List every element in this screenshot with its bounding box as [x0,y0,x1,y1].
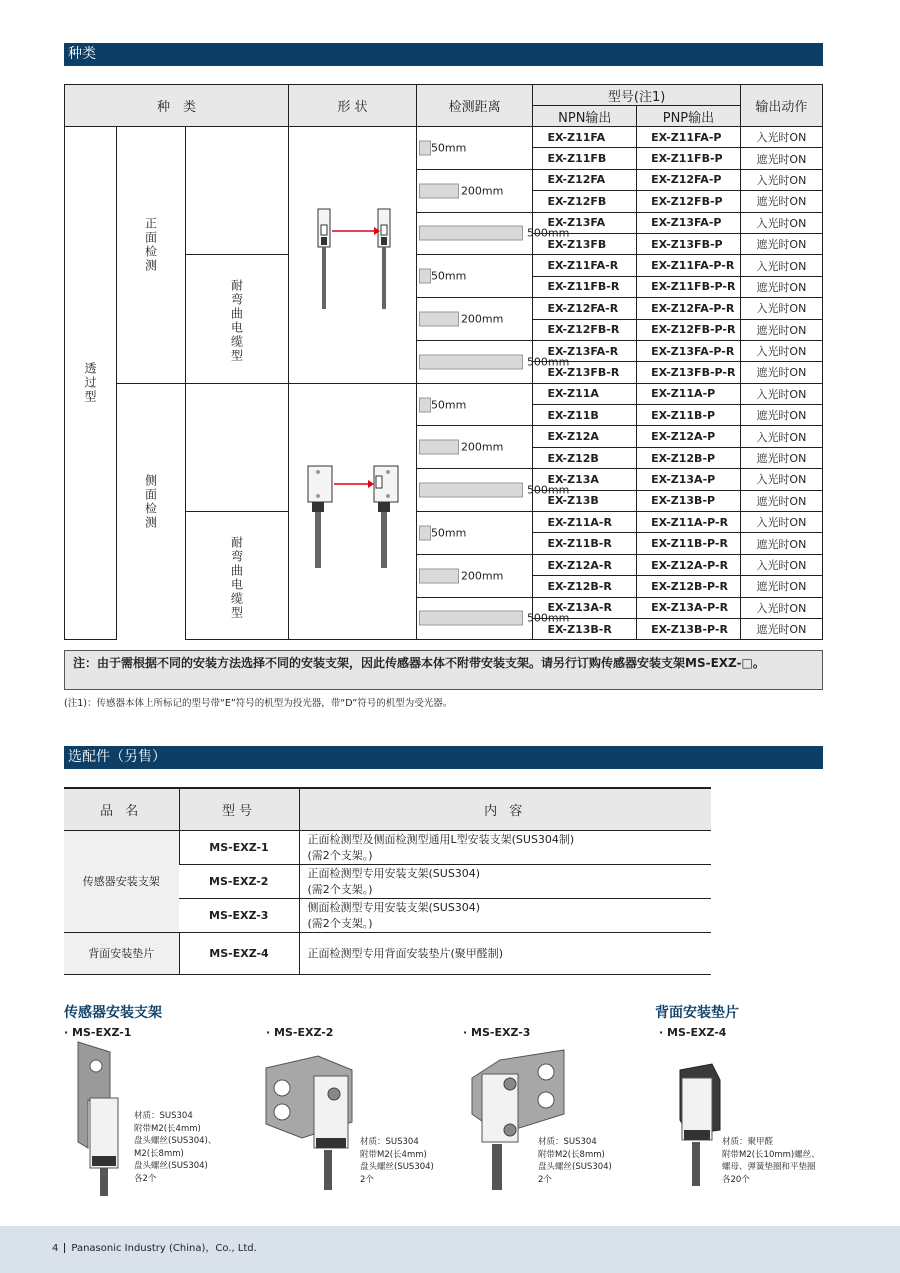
output-action: 遮光时ON [740,276,822,297]
distance-bar [419,397,431,412]
output-action: 遮光时ON [740,362,822,383]
accessory-note-1: 材质：SUS304 附带M2(长4mm) 盘头螺丝(SUS304)、 M2(长8mm) 盘头螺丝(SUS304) 各2个 [134,1111,217,1184]
distance-label: 50mm [430,141,467,155]
pnp-model: EX-Z11FA-P-R [637,255,741,276]
distance-label: 500mm [526,611,570,625]
pnp-model: EX-Z11A-P-R [637,512,741,533]
pnp-model: EX-Z13FA-P [637,212,741,233]
output-action: 遮光时ON [740,233,822,254]
output-action: 入光时ON [740,255,822,276]
distance-label: 200mm [460,312,504,326]
npn-model: EX-Z11B-R [533,533,637,554]
pnp-model: EX-Z13FB-P [637,233,741,254]
pnp-model: EX-Z13FA-P-R [637,340,741,361]
npn-model: EX-Z11FB-R [533,276,637,297]
pnp-model: EX-Z12A-P [637,426,741,447]
npn-model: EX-Z12B-R [533,576,637,597]
header-model: 型号(注1) [533,85,740,106]
output-action: 遮光时ON [740,405,822,426]
kind-bend-resistant [186,512,289,640]
accessory-model: MS-EXZ-2 [179,864,299,898]
pnp-model: EX-Z13A-P [637,469,741,490]
bracket-1-image [70,1038,130,1198]
output-action: 遮光时ON [740,148,822,169]
distance-label: 500mm [526,226,570,240]
bracket-heading: 传感器安装支架 [64,1005,162,1021]
output-action: 遮光时ON [740,576,822,597]
npn-model: EX-Z13FA-R [533,340,637,361]
npn-model: EX-Z11B [533,405,637,426]
pnp-model: EX-Z12FA-P-R [637,298,741,319]
npn-model: EX-Z11FB [533,148,637,169]
distance-label: 50mm [430,398,467,412]
shape-side-image [289,383,417,640]
distance-label: 200mm [460,569,504,583]
accessory-content: 侧面检测型专用安装支架(SUS304) (需2个支架。) [299,898,711,932]
distance-bar [419,226,523,241]
distance-cell [416,212,570,255]
distance-bar [419,354,523,369]
shape-front-image [289,127,417,384]
accessory-content: 正面检测型专用背面安装垫片(聚甲醛制) [299,932,711,974]
npn-model: EX-Z13A-R [533,597,637,618]
distance-cell [416,127,533,170]
output-action: 遮光时ON [740,319,822,340]
npn-model: EX-Z11A [533,383,637,404]
kind-front [117,127,186,384]
bracket-2-image [262,1048,362,1194]
accessory-content: 正面检测型专用安装支架(SUS304) (需2个支架。) [299,864,711,898]
distance-label: 200mm [460,440,504,454]
product-types-table [64,84,823,640]
group-spacer: 背面安装垫片 [64,932,179,974]
npn-model: EX-Z11FA-R [533,255,637,276]
output-action: 入光时ON [740,169,822,190]
kind-standard [186,127,289,255]
kind-through-beam [65,127,117,640]
accessories-table [64,787,711,975]
company-name: Panasonic Industry (China)，Co., Ltd. [71,1243,257,1254]
distance-cell [416,512,533,555]
output-action: 遮光时ON [740,618,822,639]
kind-bend-label: 耐弯曲电缆型 [229,536,244,621]
pnp-model: EX-Z11FA-P [637,127,741,148]
section-title-types: 种类 [64,43,823,66]
distance-bar [419,483,523,498]
header-distance: 检测距离 [416,85,533,127]
distance-label: 50mm [430,526,467,540]
header-item-content: 内 容 [299,788,711,830]
pnp-model: EX-Z12A-P-R [637,554,741,575]
header-item-model: 型号 [179,788,299,830]
accessory-model: MS-EXZ-1 [179,830,299,864]
pnp-model: EX-Z11FB-P-R [637,276,741,297]
model-note: (注1)：传感器本体上所标记的型号带“E”符号的机型为投光器，带“D”符号的机型为受光器。 [64,698,453,709]
output-action: 入光时ON [740,127,822,148]
distance-bar [419,312,459,327]
distance-cell [416,554,533,597]
header-shape: 形 状 [289,85,417,127]
distance-cell [416,469,570,512]
kind-standard [186,383,289,511]
output-action: 遮光时ON [740,191,822,212]
kind-side [117,383,186,640]
output-action: 入光时ON [740,298,822,319]
spacer-heading: 背面安装垫片 [655,1005,739,1021]
header-action: 输出动作 [740,85,822,127]
header-pnp: PNP输出 [637,106,741,127]
accessory-content: 正面检测型及侧面检测型通用L型安装支架(SUS304制) (需2个支架。) [299,830,711,864]
header-npn: NPN输出 [533,106,637,127]
section-title-accessories: 选配件（另售） [64,746,823,769]
distance-cell [416,383,533,426]
distance-cell [416,255,533,298]
npn-model: EX-Z13FB [533,233,637,254]
npn-model: EX-Z13FA [533,212,637,233]
pnp-model: EX-Z12B-P [637,447,741,468]
distance-bar [419,611,523,626]
npn-model: EX-Z12A [533,426,637,447]
distance-cell [416,298,533,341]
distance-cell [416,340,570,383]
table-row [65,383,823,404]
output-action: 入光时ON [740,597,822,618]
npn-model: EX-Z12B [533,447,637,468]
pnp-model: EX-Z12FB-P-R [637,319,741,340]
distance-bar [419,525,431,540]
pnp-model: EX-Z12B-P-R [637,576,741,597]
distance-label: 50mm [430,269,467,283]
distance-label: 500mm [526,483,570,497]
accessory-model: MS-EXZ-3 [179,898,299,932]
npn-model: EX-Z12FA-R [533,298,637,319]
output-action: 入光时ON [740,212,822,233]
pnp-model: EX-Z11FB-P [637,148,741,169]
kind-bend-label: 耐弯曲电缆型 [229,279,244,364]
output-action: 入光时ON [740,426,822,447]
accessory-label-3: · MS-EXZ-3 [463,1026,531,1039]
page-number: 4 [52,1243,59,1254]
kind-sub-label: 侧面检测 [143,473,158,530]
npn-model: EX-Z13B [533,490,637,511]
distance-label: 500mm [526,355,570,369]
distance-bar [419,269,431,284]
pnp-model: EX-Z13B-P [637,490,741,511]
accessory-model: MS-EXZ-4 [179,932,299,974]
distance-cell [416,169,533,212]
npn-model: EX-Z11A-R [533,512,637,533]
output-action: 入光时ON [740,554,822,575]
distance-bar [419,440,459,455]
accessory-note-2: 材质：SUS304 附带M2(长4mm) 盘头螺丝(SUS304) 2个 [360,1137,434,1185]
pnp-model: EX-Z13A-P-R [637,597,741,618]
accessory-label-4: · MS-EXZ-4 [659,1026,727,1039]
npn-model: EX-Z12FB-R [533,319,637,340]
kind-through-beam-label: 透过型 [83,362,97,405]
output-action: 入光时ON [740,383,822,404]
pnp-model: EX-Z11B-P [637,405,741,426]
output-action: 入光时ON [740,512,822,533]
pnp-model: EX-Z13B-P-R [637,618,741,639]
npn-model: EX-Z12FA [533,169,637,190]
output-action: 入光时ON [740,340,822,361]
distance-cell [416,426,533,469]
pnp-model: EX-Z12FB-P [637,191,741,212]
header-kind: 种 类 [65,85,289,127]
table-row [65,127,823,148]
footer-text [52,1239,257,1254]
output-action: 入光时ON [740,469,822,490]
npn-model: EX-Z13B-R [533,618,637,639]
installation-note: 注：由于需根据不同的安装方法选择不同的安装支架，因此传感器本体不附带安装支架。请另行订购传感器安装支架MS-EXZ-□。 [64,650,823,690]
spacer-image [668,1060,728,1190]
kind-sub-label: 正面检测 [143,217,158,273]
accessory-note-4: 材质：聚甲醛 附带M2(长10mm)螺丝、 螺母、弹簧垫圈和平垫圈 各20个 [722,1137,820,1185]
group-bracket: 传感器安装支架 [64,830,179,932]
accessory-label-1: · MS-EXZ-1 [64,1026,132,1039]
pnp-model: EX-Z11A-P [637,383,741,404]
npn-model: EX-Z12A-R [533,554,637,575]
distance-cell [416,597,570,640]
pnp-model: EX-Z13FB-P-R [637,362,741,383]
npn-model: EX-Z11FA [533,127,637,148]
header-item-name: 品 名 [64,788,179,830]
npn-model: EX-Z12FB [533,191,637,212]
distance-bar [419,183,459,198]
distance-label: 200mm [460,184,504,198]
output-action: 遮光时ON [740,533,822,554]
pnp-model: EX-Z11B-P-R [637,533,741,554]
npn-model: EX-Z13FB-R [533,362,637,383]
accessory-label-2: · MS-EXZ-2 [266,1026,334,1039]
kind-bend-resistant [186,255,289,383]
accessory-note-3: 材质：SUS304 附带M2(长8mm) 盘头螺丝(SUS304) 2个 [538,1137,612,1185]
distance-bar [419,568,459,583]
output-action: 遮光时ON [740,490,822,511]
distance-bar [419,140,431,155]
pnp-model: EX-Z12FA-P [637,169,741,190]
npn-model: EX-Z13A [533,469,637,490]
output-action: 遮光时ON [740,447,822,468]
page-footer [0,1226,900,1273]
